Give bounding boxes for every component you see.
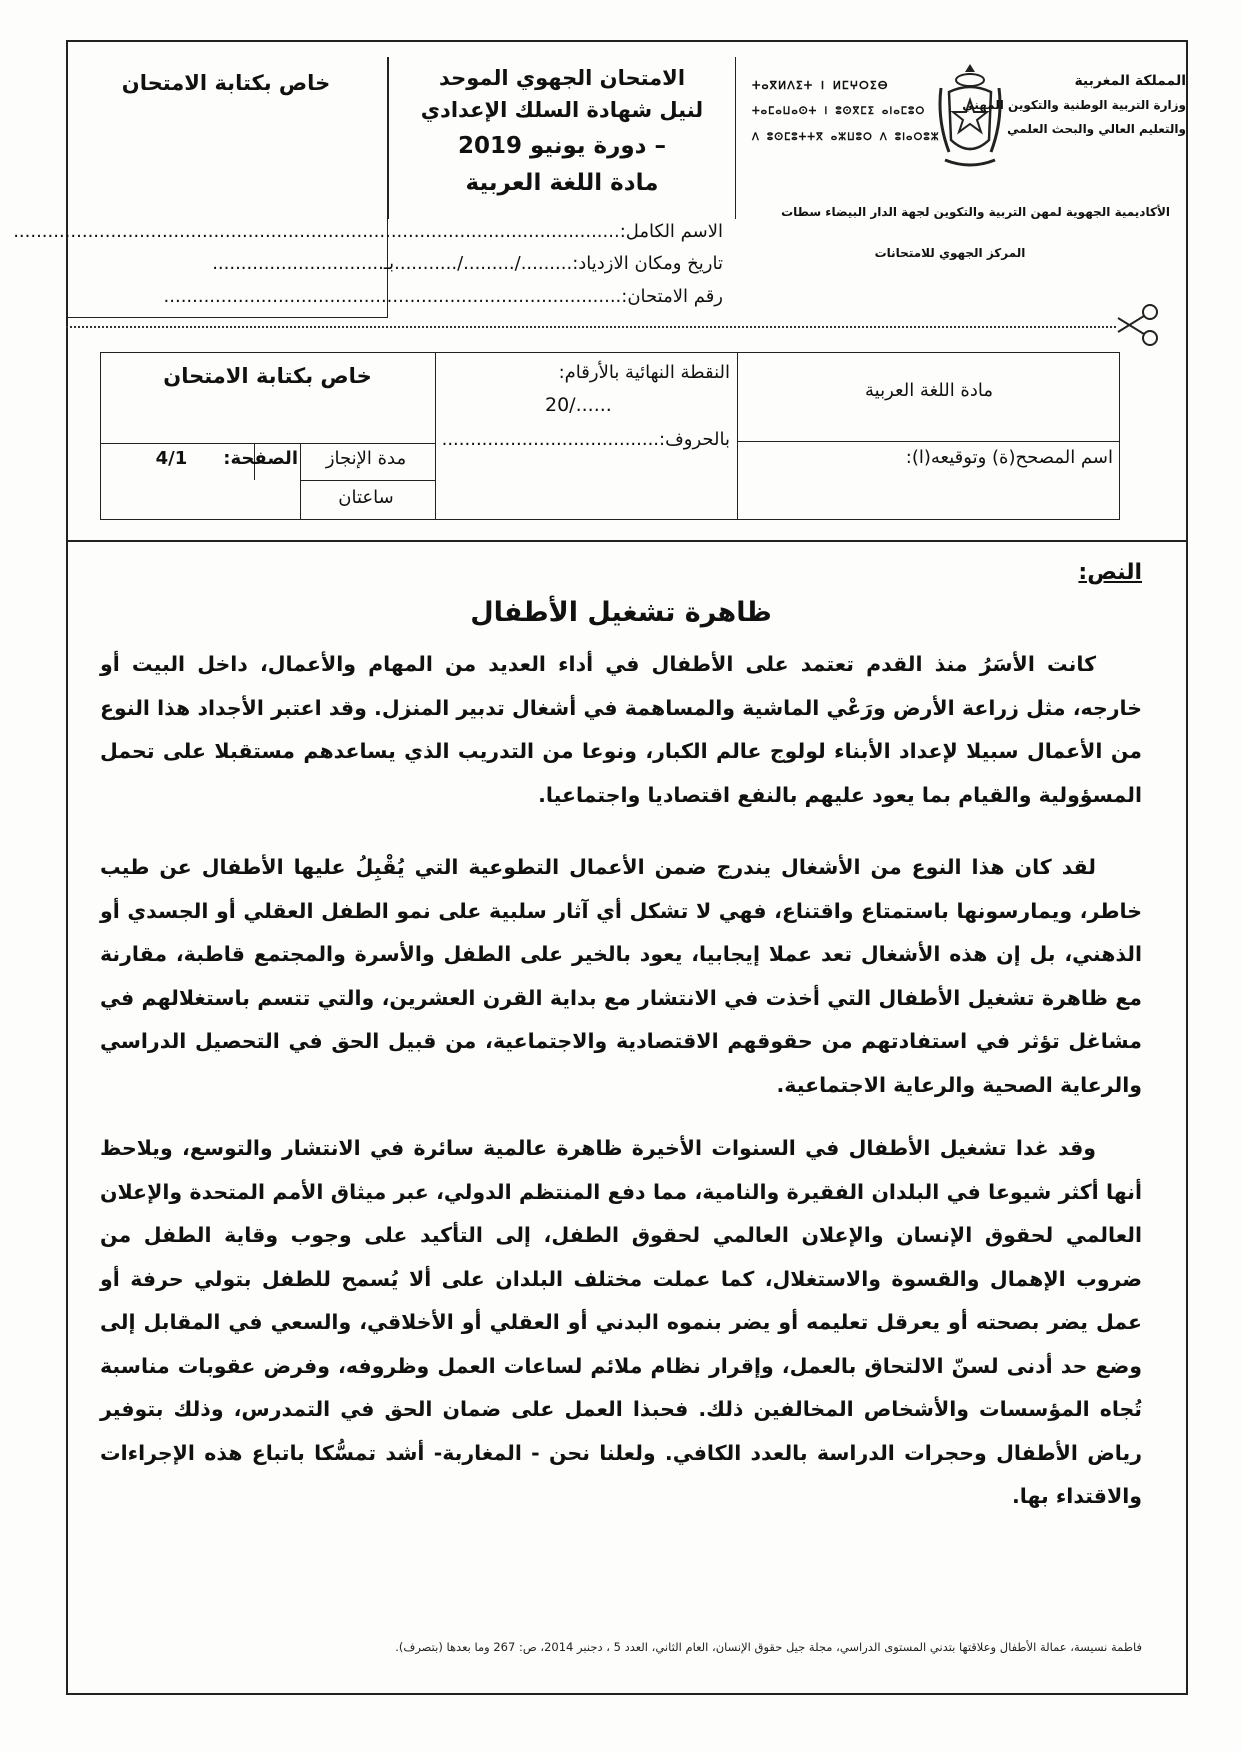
exam-title-line-1: الامتحان الجهوي الموحد	[438, 66, 686, 90]
admin-box-top	[66, 57, 388, 318]
paragraph-3: وقد غدا تشغيل الأطفال في السنوات الأخيرة ظاهرة عالمية سائرة في الانتشار والتوسع، ويلاحظ أنها أكثر شيوعا في البلدان الفقيرة والنامية، مما دفع المنتظم الدولي، عبر ميثاق الأمم المتحدة والإعلان العالمي لحقوق الإنسان والإعلان العالمي لحقوق الطفل، إلى التأكيد على وجوب وقاية الطفل من ضروب الإهمال والقسوة والاستغلال، كما عملت مختلف البلدان على ألا يُسمح للطفل بتولي حرفة أو عمل يضر بصحته أو يعرقل تعليمه أو يضر بنموه البدني أو العقلي أو الأخلاقي، والسعي في المقابل إلى وضع حد أدنى لسنّ الالتحاق بالعمل، وإقرار نظام ملائم لساعات العمل وظروفه، وفرض عقوبات مناسبة تُجاه المؤسسات والأشخاص المخالفين ذلك. فحبذا العمل على ضمان الحق في التمدرس، وذلك بتوفير رياض الأطفال وحجرات الدراسة بالعدد الكافي. ولعلنا نحن - المغاربة- أشد تمسُّكا باتباع هذه الإجراءات والاقتداء بها.	[100, 1136, 1142, 1508]
grading-hline-2	[737, 441, 1120, 442]
grading-divider-2	[737, 352, 738, 520]
kingdom-label: المملكة المغربية	[1074, 73, 1186, 89]
score-digits-label: النقطة النهائية بالأرقام:	[558, 362, 730, 383]
exam-session: – دورة يونيو 2019	[458, 133, 666, 159]
duration-label: مدة الإنجاز	[325, 448, 407, 469]
page-value: 4/1	[155, 448, 188, 469]
grading-subject: مادة اللغة العربية	[865, 380, 993, 401]
tifinagh-line-1: ⵜⴰⴳⵍⴷⵉⵜ ⵏ ⵍⵎⵖⵔⵉⴱ	[752, 79, 889, 92]
admin-box-title-2: خاص بكتابة الامتحان	[163, 364, 372, 388]
tifinagh-line-2: ⵜⴰⵎⴰⵡⴰⵙⵜ ⵏ ⵓⵙⴳⵎⵉ ⴰⵏⴰⵎⵓⵔ	[752, 106, 926, 117]
score-letters-field[interactable]	[440, 426, 730, 454]
source-footnote: فاطمة نسيسة، عمالة الأطفال وعلاقتها بتدني المستوى الدراسي، مجلة جيل حقوق الإنسان، العام الثاني، العدد 5 ، دجنبر 2014، ص: 267 وما بعدها (بتصرف).	[395, 1640, 1142, 1654]
text-title: ظاهرة تشغيل الأطفال	[470, 597, 772, 628]
paragraph-2: لقد كان هذا النوع من الأشغال يندرج ضمن الأعمال التطوعية التي يُقْبِلُ عليها الأطفال عن طيب خاطر، ويمارسونها باستمتاع واقتناع، فهي لا تشكل أي آثار سلبية على نمو الطفل العقلي أو الجسدي أو الذهني، بل إن هذه الأشغال تعد عملا إيجابيا، يعود بالخير على الطفل والأسرة والمجتمع قاطبة، مقارنة مع ظاهرة تشغيل الأطفال التي أخذت في الانتشار مع بداية القرن العشرين، والتي تتسم باستغلالهم في مشاغل تؤثر في استفادتهم من حقوقهم الاقتصادية والاجتماعية، من قبيل الحق في التحصيل الدراسي والرعاية الصحية والرعاية الاجتماعية.	[100, 855, 1142, 1097]
corrector-label: اسم المصحح(ة) وتوقيعه(ا):	[905, 447, 1113, 468]
score-letters-dots: ......................................	[441, 429, 660, 450]
ministry-line-2: والتعليم العالي والبحث العلمي	[1007, 122, 1186, 136]
score-digits-value[interactable]: 20/......	[545, 394, 612, 416]
section-separator	[66, 540, 1188, 542]
exam-title-box	[388, 57, 736, 219]
page-indicator	[110, 448, 298, 469]
full-name-field[interactable]	[13, 218, 723, 246]
grading-hline-1	[100, 443, 435, 444]
academy-line: الأكاديمية الجهوية لمهن التربية والتكوين لجهة الدار البيضاء سطات	[781, 205, 1170, 219]
page-label: الصفحة:	[223, 448, 298, 469]
full-name-label: الاسم الكامل:	[619, 221, 723, 242]
grading-hline-3	[300, 480, 435, 481]
exam-number-label: رقم الامتحان:	[621, 286, 723, 307]
cut-line	[66, 326, 1116, 328]
tifinagh-line-3: ⴷ ⵓⵙⵎⵓⵜⵜⴳ ⴰⵣⵡⵓⵔ ⴷ ⵓⵏⴰⵔⵓⵣ	[752, 132, 940, 143]
exam-number-dots: ................................................................................	[163, 286, 622, 307]
exam-center-line: المركز الجهوي للامتحانات	[874, 246, 1026, 260]
birth-field[interactable]	[95, 250, 723, 278]
full-name-dots: ..........................................................................................................	[13, 221, 620, 242]
score-letters-label: بالحروف:	[659, 429, 730, 450]
birth-value: ........./........./...........بـ..............................	[212, 253, 573, 274]
ministry-line-1: وزارة التربية الوطنية والتكوين المهني	[962, 98, 1186, 112]
duration-value: ساعتان	[338, 487, 394, 508]
exam-title-line-2: لنيل شهادة السلك الإعدادي	[420, 98, 704, 122]
exam-number-field[interactable]	[95, 283, 723, 311]
birth-label: تاريخ ومكان الازدياد:	[572, 253, 723, 274]
text-label: النص:	[1078, 560, 1142, 585]
admin-box-title: خاص بكتابة الامتحان	[121, 71, 331, 95]
paragraph-1: كانت الأسَرُ منذ القدم تعتمد على الأطفال في أداء العديد من المهام والأعمال، داخل البيت أو خارجه، مثل زراعة الأرض ورَعْي الماشية والمساهمة في أشغال تدبير المنزل. وقد اعتبر الأجداد هذا النوع من الأعمال سبيلا لإعداد الأبناء لولوج عالم الكبار، ونوعا من التدريب الذي يساعدهم مستقبلا على تحمل المسؤولية والقيام بما يعود عليهم بالنفع اقتصاديا واجتماعيا.	[100, 652, 1142, 807]
exam-subject: مادة اللغة العربية	[465, 170, 659, 196]
scissors-icon	[1116, 302, 1160, 348]
grading-divider-1	[435, 352, 436, 520]
